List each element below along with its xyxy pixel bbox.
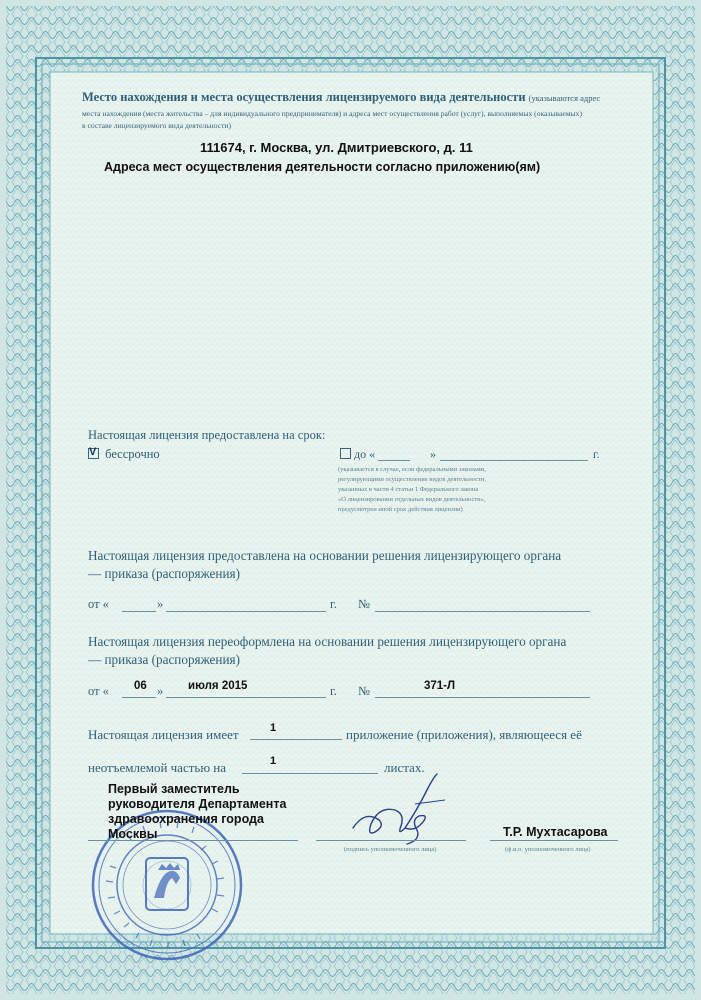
until-day-line — [378, 460, 410, 461]
appendix-count: 1 — [270, 722, 277, 734]
term-note-1: (указывается в случае, если федеральными законами, — [338, 466, 486, 473]
granted-month-line — [166, 611, 326, 612]
addresses-note: Адреса мест осуществления деятельности согласно приложению(ям) — [104, 160, 541, 174]
reissued-from-prefix: от « — [88, 684, 109, 698]
reissued-line1: Настоящая лицензия переоформлена на основании решения лицензирующего органа — [88, 634, 567, 649]
location-note-part1: (указываются адрес — [528, 93, 601, 103]
appendix-prefix: Настоящая лицензия имеет — [88, 727, 239, 742]
reissued-day: 06 — [134, 680, 147, 692]
until-month-line — [440, 460, 588, 461]
until-prefix: до « — [354, 447, 376, 461]
signatory-position-3: здравоохранения города — [108, 812, 264, 826]
granted-day-line — [122, 611, 156, 612]
perpetual-checkbox — [88, 448, 99, 459]
granted-line2: — приказа (распоряжения) — [88, 566, 240, 581]
perpetual-check-mark: V — [89, 446, 97, 458]
location-heading-text: Место нахождения и места осуществления лицензируемого вида деятельности — [82, 90, 526, 104]
reissued-line2: — приказа (распоряжения) — [88, 652, 240, 667]
term-note-4: «О лицензировании отдельных видов деятельности», — [338, 496, 486, 503]
name-line — [490, 840, 618, 841]
license-address: 111674, г. Москва, ул. Дмитриевского, д. 11 — [200, 140, 473, 155]
signature-caption: (подпись уполномоченного лица) — [344, 846, 437, 853]
reissued-year-suffix: г. — [330, 684, 337, 698]
granted-from-mid: » — [157, 597, 164, 611]
signatory-position-4: Москвы — [108, 827, 158, 841]
reissued-number: 371-Л — [424, 680, 456, 692]
reissued-from-mid: » — [157, 684, 164, 698]
reissued-number-label: № — [358, 684, 370, 698]
perpetual-label: бессрочно — [105, 447, 160, 461]
granted-number-line — [375, 611, 590, 612]
reissued-day-line — [122, 697, 156, 698]
signatory-position-2: руководителя Департамента — [108, 797, 287, 811]
granted-from-prefix: от « — [88, 597, 109, 611]
perpetual-option — [88, 447, 160, 462]
reissued-month-year: июля 2015 — [188, 680, 248, 692]
term-note-3: указанных в части 4 статьи 1 Федерального закона — [338, 486, 479, 493]
granted-number-label: № — [358, 597, 370, 611]
term-note-5: предусмотрен иной срок действия лицензии) — [338, 506, 463, 513]
appendix-sheets-suffix: листах. — [384, 760, 425, 775]
location-note-line3: в составе лицензируемого вида деятельности) — [82, 121, 231, 130]
name-caption: (ф.и.о. уполномоченного лица) — [505, 846, 591, 853]
granted-year-suffix: г. — [330, 597, 337, 611]
location-note-line2: места нахождения (места жительства – для индивидуального предпринимателя) и адреса мест осуществления работ (услуг), выполняемых (оказываемых) — [82, 109, 582, 118]
signature-line — [316, 840, 466, 841]
term-heading: Настоящая лицензия предоставлена на срок: — [88, 428, 326, 442]
appendix-sheets: 1 — [270, 755, 277, 767]
appendix-suffix: приложение (приложения), являющееся её — [346, 727, 582, 742]
handwritten-signature-icon — [345, 770, 455, 850]
reissued-month-line — [166, 697, 326, 698]
location-heading — [82, 90, 622, 105]
reissued-number-line — [375, 697, 590, 698]
signatory-name: Т.Р. Мухтасарова — [503, 825, 608, 839]
until-suffix: г. — [593, 447, 600, 461]
until-mid: » — [430, 447, 436, 461]
term-note-2: регулирующими осуществление видов деятельности, — [338, 476, 486, 483]
granted-line1: Настоящая лицензия предоставлена на основании решения лицензирующего органа — [88, 548, 562, 563]
appendix-sheets-prefix: неотъемлемой частью на — [88, 760, 227, 775]
appendix-count-line — [250, 739, 342, 740]
until-checkbox — [340, 448, 351, 459]
signatory-position-1: Первый заместитель — [108, 782, 240, 796]
until-option — [340, 447, 375, 462]
position-line — [88, 840, 298, 841]
